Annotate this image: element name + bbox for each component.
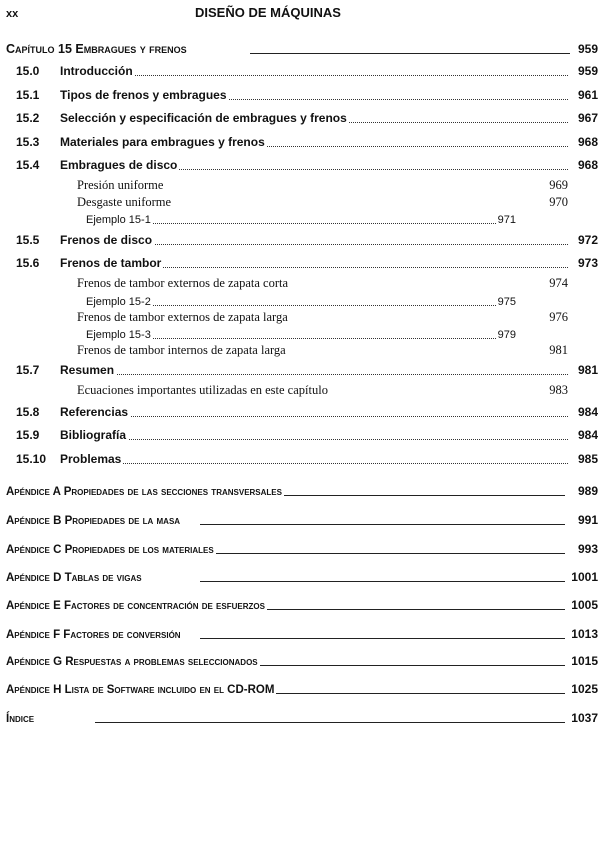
section-page: 961 xyxy=(577,88,598,102)
appendix-page: 989 xyxy=(577,484,598,498)
section-title: Frenos de disco xyxy=(60,233,153,247)
appendix-entry[interactable] xyxy=(0,625,600,643)
subsection-title: Frenos de tambor externos de zapata larga xyxy=(77,310,288,324)
subsection-title: Presión uniforme xyxy=(77,178,164,192)
section-title: Resumen xyxy=(60,363,115,377)
section-title: Materiales para embragues y frenos xyxy=(60,135,265,149)
appendix-label: Apéndice G xyxy=(6,656,63,668)
section-entry[interactable] xyxy=(0,361,600,379)
example-entry[interactable] xyxy=(0,325,600,343)
section-title: Bibliografía xyxy=(60,428,127,442)
subsection-page: 976 xyxy=(549,310,568,324)
subsection-entry[interactable] xyxy=(0,177,600,195)
chapter-title: Embragues y frenos xyxy=(75,42,187,56)
section-entry[interactable] xyxy=(0,133,600,151)
subsection-page: 981 xyxy=(549,343,568,357)
section-entry[interactable] xyxy=(0,231,600,249)
subsection-page: 969 xyxy=(549,178,568,192)
section-page: 972 xyxy=(577,233,598,247)
section-title: Frenos de tambor xyxy=(60,256,162,270)
appendix-entry[interactable] xyxy=(0,709,600,727)
section-number: 15.1 xyxy=(16,88,40,102)
subsection-title: Frenos de tambor externos de zapata corta xyxy=(77,276,289,290)
section-number: 15.9 xyxy=(16,428,40,442)
section-page: 968 xyxy=(577,135,598,149)
example-title: Ejemplo 15-2 xyxy=(86,296,151,308)
example-title: Ejemplo 15-3 xyxy=(86,329,151,341)
page-number-roman: xx xyxy=(6,8,19,20)
appendix-entry[interactable] xyxy=(0,652,600,670)
section-page: 968 xyxy=(577,158,598,172)
section-title: Problemas xyxy=(60,452,122,466)
chapter-page: 959 xyxy=(577,42,598,56)
appendix-page: 991 xyxy=(577,513,598,527)
book-title: DISEÑO DE MÁQUINAS xyxy=(195,5,341,20)
section-entry[interactable] xyxy=(0,86,600,104)
subsection-entry[interactable] xyxy=(0,275,600,293)
appendix-entry[interactable] xyxy=(0,511,600,529)
appendix-page: 1015 xyxy=(571,654,598,668)
example-page: 971 xyxy=(497,214,516,226)
subsection-page: 970 xyxy=(549,195,568,209)
section-entry[interactable] xyxy=(0,62,600,80)
appendix-page: 1001 xyxy=(571,570,598,584)
section-entry[interactable] xyxy=(0,109,600,127)
appendix-title: Respuestas a problemas seleccionados xyxy=(65,656,258,668)
appendix-title: Propiedades de los materiales xyxy=(64,544,214,556)
subsection-title: Frenos de tambor internos de zapata larga xyxy=(77,343,286,357)
section-title: Selección y especificación de embragues y frenos xyxy=(60,111,347,125)
section-title: Referencias xyxy=(60,405,129,419)
section-entry[interactable] xyxy=(0,156,600,174)
example-page: 979 xyxy=(497,329,516,341)
section-number: 15.7 xyxy=(16,363,40,377)
appendix-title: Tablas de vigas xyxy=(64,572,142,584)
section-number: 15.6 xyxy=(16,256,40,270)
appendix-label: Apéndice F xyxy=(6,629,61,641)
appendix-title: Propiedades de la masa xyxy=(64,515,181,527)
appendix-entry[interactable] xyxy=(0,596,600,614)
section-number: 15.0 xyxy=(16,64,40,78)
appendix-title: Lista de Software incluido en el CD-ROM xyxy=(64,684,275,696)
section-entry[interactable] xyxy=(0,254,600,272)
chapter-label: Capítulo 15 xyxy=(6,42,72,56)
appendix-label: Apéndice B xyxy=(6,515,62,527)
appendix-label: Apéndice D xyxy=(6,572,62,584)
appendix-label: Apéndice E xyxy=(6,600,61,612)
section-entry[interactable] xyxy=(0,450,600,468)
appendix-label: Apéndice H xyxy=(6,684,62,696)
section-page: 981 xyxy=(577,363,598,377)
appendix-title: Propiedades de las secciones transversales xyxy=(63,486,282,498)
section-title: Embragues de disco xyxy=(60,158,178,172)
appendix-label: Índice xyxy=(6,713,35,725)
section-number: 15.3 xyxy=(16,135,40,149)
appendix-label: Apéndice A xyxy=(6,486,61,498)
appendix-entry[interactable] xyxy=(0,482,600,500)
page-header xyxy=(0,4,600,22)
section-number: 15.2 xyxy=(16,111,40,125)
section-title: Tipos de frenos y embragues xyxy=(60,88,227,102)
subsection-entry[interactable] xyxy=(0,382,600,400)
section-number: 15.8 xyxy=(16,405,40,419)
example-title: Ejemplo 15-1 xyxy=(86,214,151,226)
subsection-entry[interactable] xyxy=(0,342,600,360)
appendix-entry[interactable] xyxy=(0,680,600,698)
section-title: Introducción xyxy=(60,64,133,78)
section-number: 15.4 xyxy=(16,158,40,172)
appendix-page: 1005 xyxy=(571,598,598,612)
section-page: 985 xyxy=(577,452,598,466)
subsection-page: 983 xyxy=(549,383,568,397)
appendix-page: 1025 xyxy=(571,682,598,696)
example-entry[interactable] xyxy=(0,292,600,310)
appendix-page: 1013 xyxy=(571,627,598,641)
section-page: 984 xyxy=(577,405,598,419)
appendix-page: 1037 xyxy=(571,711,598,725)
example-entry[interactable] xyxy=(0,210,600,228)
section-entry[interactable] xyxy=(0,426,600,444)
section-number: 15.5 xyxy=(16,233,40,247)
example-page: 975 xyxy=(497,296,516,308)
subsection-title: Ecuaciones importantes utilizadas en este capítulo xyxy=(77,383,328,397)
appendix-title: Factores de conversión xyxy=(63,629,181,641)
section-number: 15.10 xyxy=(16,452,47,466)
section-page: 959 xyxy=(577,64,598,78)
section-page: 984 xyxy=(577,428,598,442)
appendix-entry[interactable] xyxy=(0,568,600,586)
section-page: 967 xyxy=(577,111,598,125)
subsection-page: 974 xyxy=(549,276,568,290)
subsection-title: Desgaste uniforme xyxy=(77,195,172,209)
appendix-page: 993 xyxy=(577,542,598,556)
appendix-label: Apéndice C xyxy=(6,544,62,556)
chapter-entry[interactable] xyxy=(0,40,600,58)
appendix-title: Factores de concentración de esfuerzos xyxy=(63,600,265,612)
appendix-entry[interactable] xyxy=(0,540,600,558)
section-page: 973 xyxy=(577,256,598,270)
section-entry[interactable] xyxy=(0,403,600,421)
